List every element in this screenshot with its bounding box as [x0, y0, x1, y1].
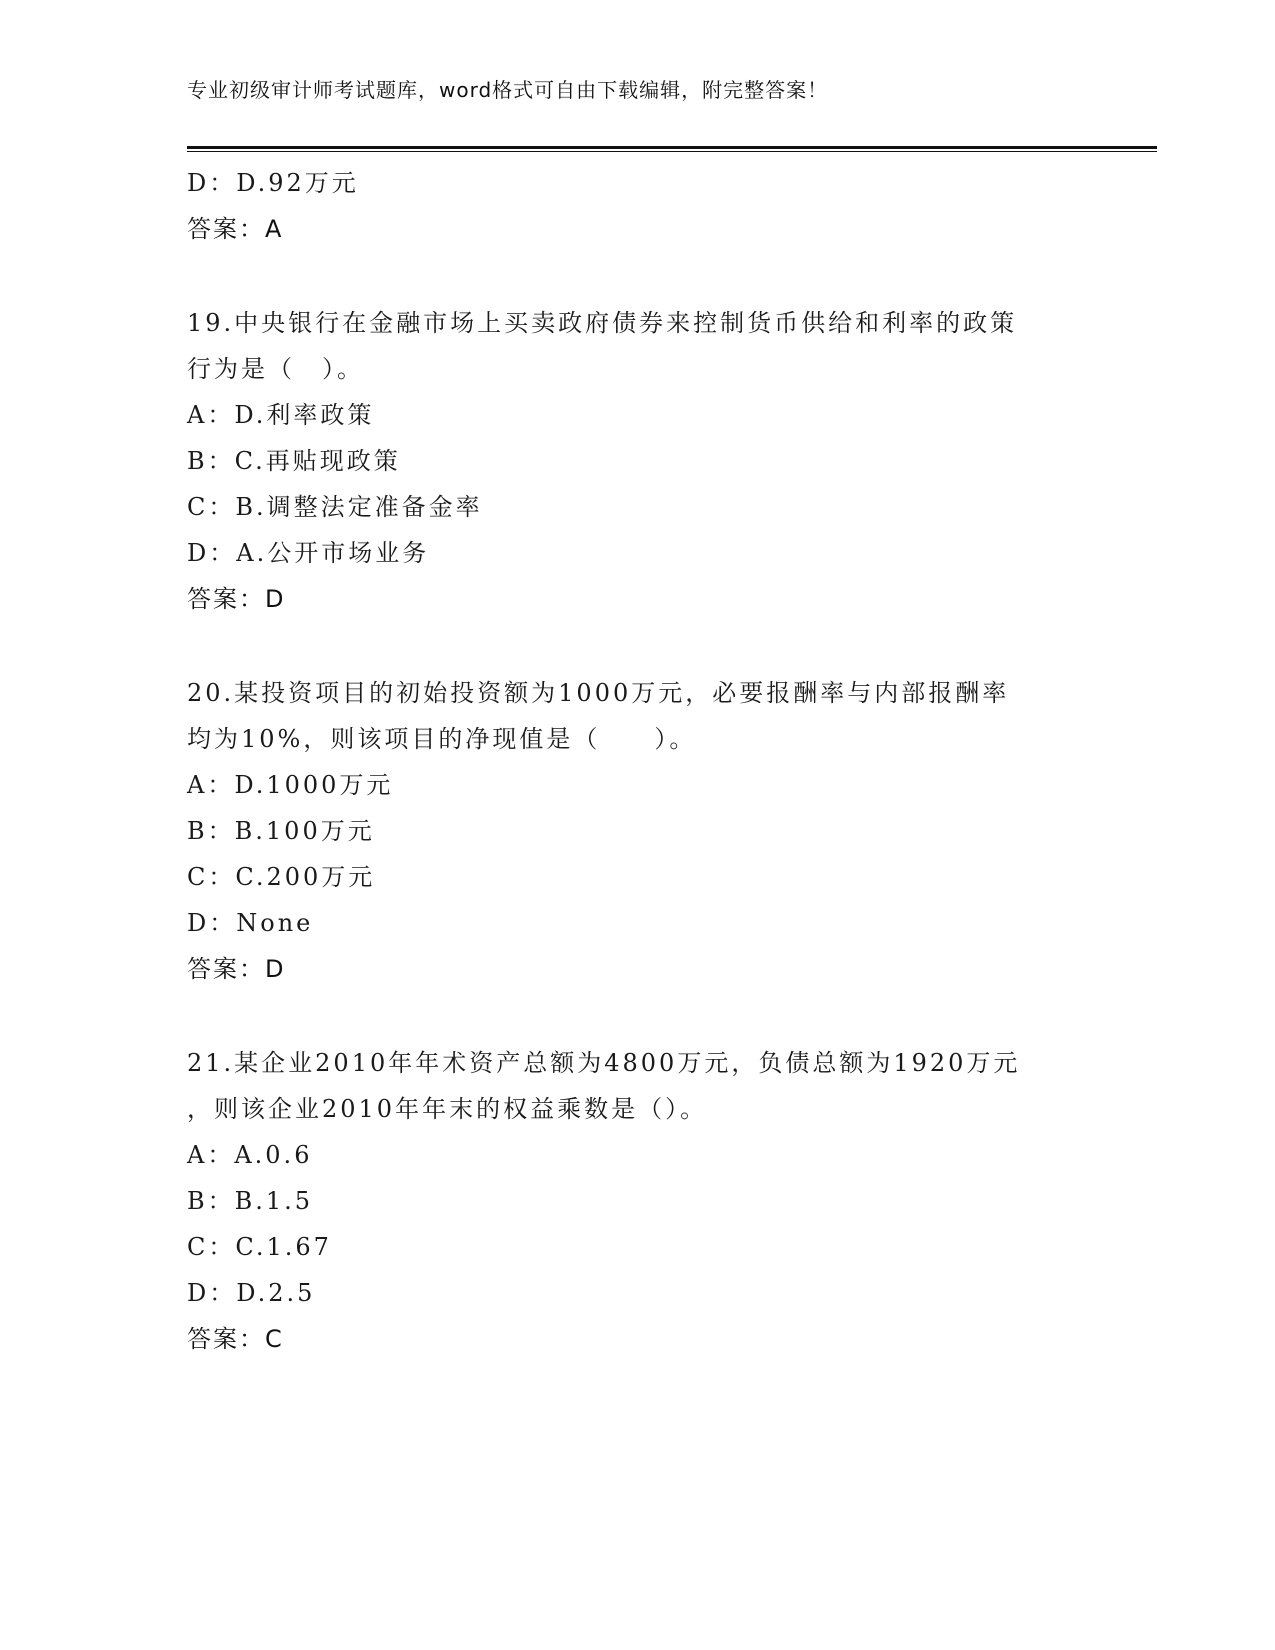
question-stem: 19.中央银行在金融市场上买卖政府债券来控制货币供给和利率的政策: [187, 309, 1018, 337]
question-stem-continued: 均为10%，则该项目的净现值是（ ）。: [187, 725, 697, 753]
option-c: C：C.1.67: [187, 1233, 332, 1261]
option-a: A：D.1000万元: [187, 771, 394, 799]
spacer: [187, 992, 1087, 1040]
answer-line: 答案：D: [187, 585, 286, 613]
answer-line: 答案：D: [187, 955, 286, 983]
question-21: [187, 1040, 1087, 1362]
option-c: C：C.200万元: [187, 863, 376, 891]
answer-line: 答案：A: [187, 215, 284, 243]
question-stem: 21.某企业2010年年术资产总额为4800万元，负债总额为1920万元: [187, 1049, 1021, 1077]
option-b: B：C.再贴现政策: [187, 447, 401, 475]
option-d: D：None: [187, 909, 314, 937]
spacer: [187, 252, 1087, 300]
document-body: [187, 160, 1087, 1362]
answer-line: 答案：C: [187, 1325, 284, 1353]
spacer: [187, 622, 1087, 670]
option-b: B：B.1.5: [187, 1187, 314, 1215]
option-d: D：D.92万元: [187, 169, 359, 197]
question-stem-continued: 行为是（ ）。: [187, 355, 364, 383]
option-a: A：A.0.6: [187, 1141, 313, 1169]
option-a: A：D.利率政策: [187, 401, 375, 429]
question-stem: 20.某投资项目的初始投资额为1000万元，必要报酬率与内部报酬率: [187, 679, 1010, 707]
option-d: D：D.2.5: [187, 1279, 316, 1307]
option-c: C：B.调整法定准备金率: [187, 493, 483, 521]
header-rule-thin: [187, 151, 1157, 152]
option-d: D：A.公开市场业务: [187, 539, 430, 567]
header-rule: [187, 146, 1157, 149]
option-b: B：B.100万元: [187, 817, 375, 845]
question-stem-continued: ，则该企业2010年年末的权益乘数是（）。: [187, 1095, 708, 1123]
question-20: [187, 670, 1087, 992]
question-19: [187, 300, 1087, 622]
page-header: 专业初级审计师考试题库，word格式可自由下载编辑，附完整答案！: [187, 78, 829, 102]
